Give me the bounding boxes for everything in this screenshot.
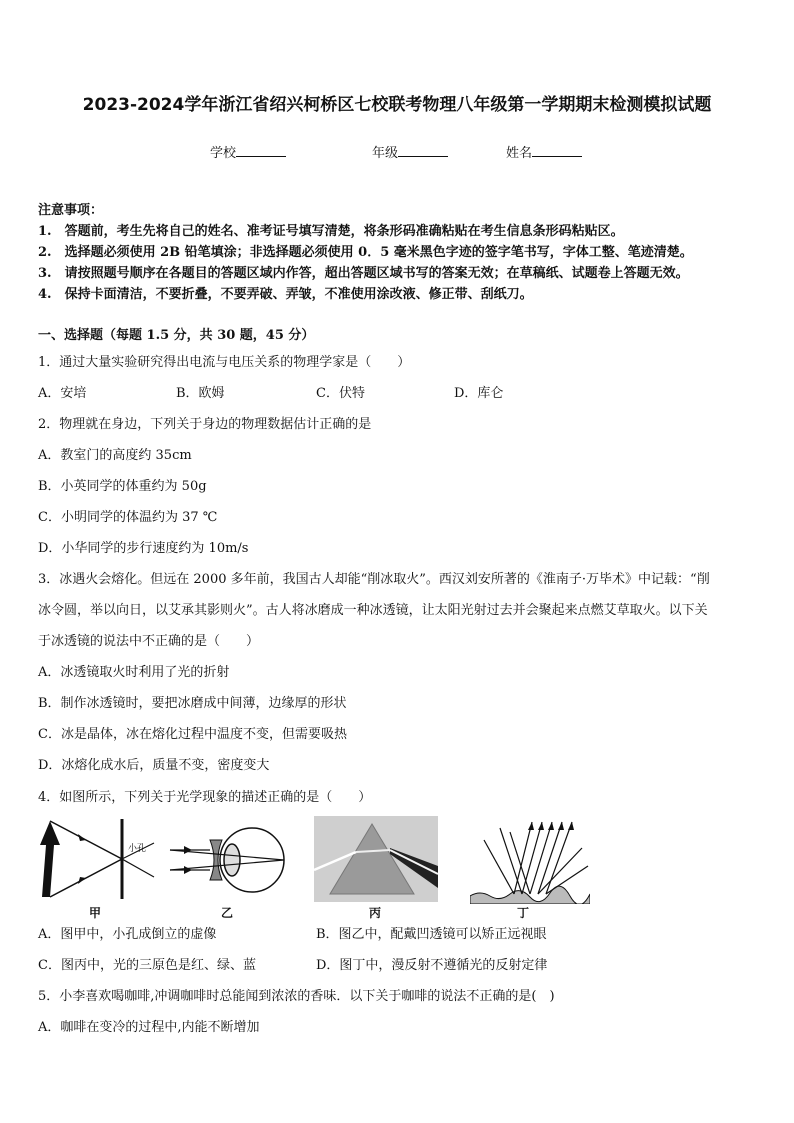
question-5-stem: 5．小李喜欢喝咖啡,冲调咖啡时总能闻到浓浓的香味．以下关于咖啡的说法不正确的是( ) [38,989,555,1004]
name-label: 姓名 [506,146,533,161]
q3-option-c: C．冰是晶体，冰在熔化过程中温度不变，但需要吸热 [38,727,347,742]
question-1-stem: 1．通过大量实验研究得出电流与电压关系的物理学家是（ ） [38,355,411,370]
section-heading: 一、选择题（每题 1.5 分，共 30 题，45 分） [38,328,315,343]
q4-option-c: C．图丙中，光的三原色是红、绿、蓝 [38,958,256,973]
notice-heading: 注意事项： [38,203,104,218]
school-field [210,142,286,161]
figure-caption-jia: 甲 [89,906,102,920]
q2-option-c: C．小明同学的体温约为 37 ℃ [38,510,218,525]
figure-eye-lens [166,820,288,902]
q1-option-a: A．安培 [38,386,87,401]
figure-caption-ding: 丁 [517,906,530,920]
notice-item: 4. 保持卡面清洁，不要折叠，不要弄破、弄皱，不准使用涂改液、修正带、刮纸刀。 [38,287,533,302]
q3-option-a: A．冰透镜取火时利用了光的折射 [38,665,230,680]
figure-pinhole [36,815,158,903]
q4-option-b: B．图乙中，配戴凹透镜可以矫正远视眼 [316,927,547,942]
page-title: 2023-2024学年浙江省绍兴柯桥区七校联考物理八年级第一学期期末检测模拟试题 [82,95,712,115]
grade-field [372,142,448,161]
q3-option-d: D．冰熔化成水后，质量不变，密度变大 [38,758,270,773]
q2-option-d: D．小华同学的步行速度约为 10m/s [38,541,249,556]
q2-option-b: B．小英同学的体重约为 50g [38,479,207,494]
figure-caption-bing: 丙 [369,906,382,920]
grade-label: 年级 [372,146,399,161]
figure-diffuse-reflection [470,818,590,904]
question-3-stem-line: 冰令圆，举以向日，以艾承其影则火”。古人将冰磨成一种冰透镜，让太阳光射过去并会聚起来点燃艾草取火。以下关 [38,603,708,618]
notice-item: 3. 请按照题号顺序在各题目的答题区域内作答，超出答题区域书写的答案无效；在草稿纸、试题卷上答题无效。 [38,266,689,281]
school-blank [236,144,286,157]
question-4-stem: 4．如图所示，下列关于光学现象的描述正确的是（ ） [38,790,372,805]
q1-option-c: C．伏特 [316,386,365,401]
q4-option-a: A．图甲中，小孔成倒立的虚像 [38,927,217,942]
name-field [506,142,582,161]
question-2-stem: 2．物理就在身边，下列关于身边的物理数据估计正确的是 [38,417,372,432]
q4-option-d: D．图丁中，漫反射不遵循光的反射定律 [316,958,548,973]
question-3-stem-line: 3．冰遇火会熔化。但远在 2000 多年前，我国古人却能“削冰取火”。西汉刘安所著的《淮南子·万毕术》中记载：“削 [38,572,710,587]
grade-blank [398,144,448,157]
pinhole-label: 小孔 [128,844,147,854]
notice-item: 1. 答题前，考生先将自己的姓名、准考证号填写清楚，将条形码准确粘贴在考生信息条形码粘贴区。 [38,224,624,239]
q2-option-a: A．教室门的高度约 35cm [38,448,192,463]
q1-option-d: D．库仑 [454,386,504,401]
name-blank [532,144,582,157]
figure-caption-yi: 乙 [221,906,234,920]
q5-option-a: A．咖啡在变冷的过程中,内能不断增加 [38,1020,260,1035]
question-3-stem-line: 于冰透镜的说法中不正确的是（ ） [38,634,260,649]
q3-option-b: B．制作冰透镜时，要把冰磨成中间薄，边缘厚的形状 [38,696,347,711]
school-label: 学校 [210,146,237,161]
q1-option-b: B．欧姆 [176,386,225,401]
figure-prism [314,816,438,902]
notice-item: 2. 选择题必须使用 2B 铅笔填涂；非选择题必须使用 0．5 毫米黑色字迹的签字笔书写，字体工整、笔迹清楚。 [38,245,693,260]
